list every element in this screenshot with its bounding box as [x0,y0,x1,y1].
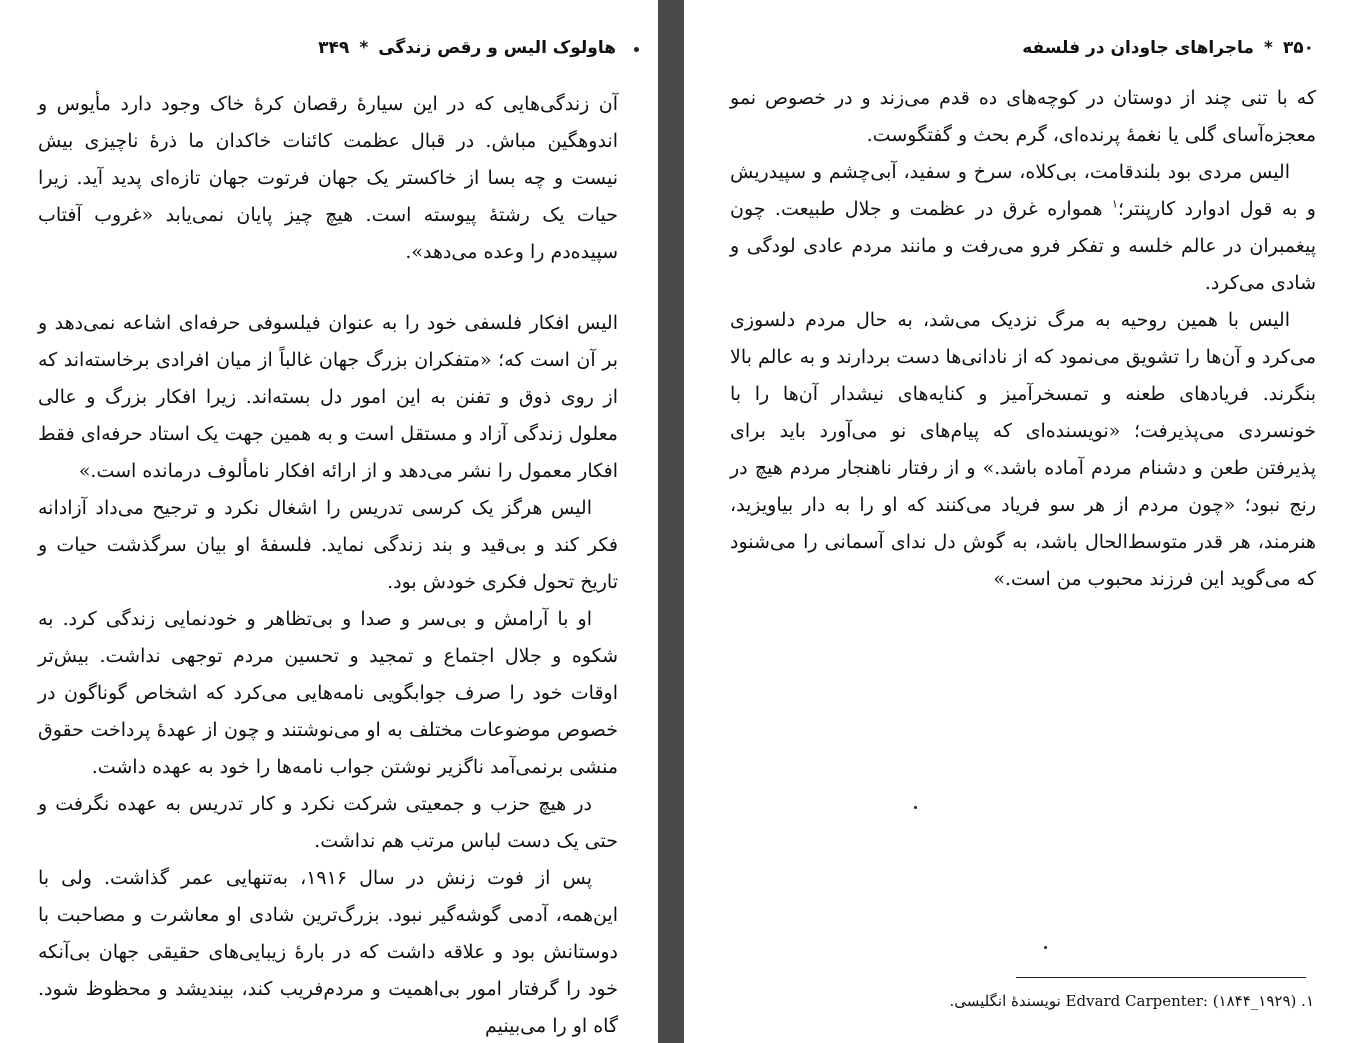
footnote-number: ۱. [1301,992,1314,1010]
right-page [684,0,1350,1043]
paragraph-text: الیس مردی بود بلندقامت، بی‌کلاه، سرخ و سفید، آبی‌چشم و سپیدریش و به قول ادوارد کارپنتر؛ [730,161,1316,220]
page-header [1022,34,1314,62]
paragraph: که با تنی چند از دوستان در کوچه‌های ده قدم می‌زند و در خصوص نمو معجزه‌آسای گلی یا نغمهٔ پرنده‌ای، گرم بحث و گفتگوست. [730,87,1316,146]
margin-dot [634,47,639,52]
running-title: ماجراهای جاودان در فلسفه [1022,38,1254,58]
paragraph-text: همواره غرق در عظمت و جلال طبیعت. چون پیغمبران در عالم خلسه و تفکر فرو می‌رفت و مانند مردم عادی لودگی و شادی می‌کرد. [730,198,1316,294]
paragraph [730,154,1316,302]
body-text [730,80,1316,598]
paragraph: او با آرامش و بی‌سر و صدا و بی‌تظاهر و خودنمایی زندگی کرد. به شکوه و جلال اجتماع و تمجید و تحسین مردم توجهی نداشت. بیش‌تر اوقات خود را صرف جوابگویی نامه‌هایی می‌کرد که اشخاص گوناگون در خصوص موضوعات مختلف به او می‌نوشتند و چون از عهدهٔ پرداخت حقوق منشی برنمی‌آمد ناگزیر نوشتن جواب نامه‌ها را خود به عهده داشت. [38,608,618,778]
paragraph: در هیچ حزب و جمعیتی شرکت نکرد و کار تدریس به عهده نگرفت و حتی یک دست لباس مرتب هم نداشت. [38,793,618,852]
footnote: ۱. Edvard Carpenter: (۱۸۴۴_۱۹۲۹) نویسندهٔ انگلیسی. [949,992,1314,1010]
book-gutter [658,0,684,1043]
page-header [318,34,616,62]
running-title: هاولوک الیس و رقص زندگی [378,38,616,58]
footnote-desc: نویسندهٔ انگلیسی. [949,992,1061,1010]
footnote-rule [1016,977,1306,978]
footnote-name: Edvard Carpenter [1065,992,1203,1010]
margin-dot [914,806,917,809]
margin-dot [1044,946,1047,949]
footnote-years: (۱۸۴۴_۱۹۲۹) [1212,992,1297,1010]
page-number: ۳۵۰ [1282,38,1314,58]
footnote-marker: ۱ [1111,197,1118,211]
page-number: ۳۴۹ [318,38,350,58]
paragraph: الیس افکار فلسفی خود را به عنوان فیلسوفی حرفه‌ای اشاعه نمی‌دهد و بر آن است که؛ «متفکران بزرگ جهان غالباً از میان افرادی برخاسته‌اند که از روی ذوق و تفنن به این امور دل بسته‌اند. زیرا افکار بزرگ و عالی معلول زندگی آزاد و مستقل است و به همین جهت یک استاد حرفه‌ای فقط افکار معمول را نشر می‌دهد و از ارائه افکار نامألوف درمانده است.» [38,312,618,482]
paragraph: پس از فوت زنش در سال ۱۹۱۶، به‌تنهایی عمر گذاشت. ولی با این‌همه، آدمی گوشه‌گیر نبود. بزرگ‌ترین شادی او معاشرت و مصاحبت با دوستانش بود و علاقه داشت که در بارهٔ زیبایی‌های حقیقی جهان بی‌آنکه خود را گرفتار امور بی‌اهمیت و مردم‌فریب کند، بیندیشد و محظوظ شود. گاه او را می‌بینیم [38,867,618,1037]
paragraph: الیس با همین روحیه به مرگ نزدیک می‌شد، به حال مردم دلسوزی می‌کرد و آن‌ها را تشویق می‌نمود که از نادانی‌ها دست بردارند و به عالم بالا بنگرند. فریادهای طعنه و تمسخرآمیز و کنایه‌های نیشدار آن‌ها را با خونسردی می‌پذیرفت؛ «نویسنده‌ای که پیام‌های نو می‌آورد باید برای پذیرفتن طعن و دشنام مردم آماده باشد.» و از رفتار ناهنجار مردم هیچ در رنج نبود؛ «چون مردم از هر سو فریاد می‌کنند که او را به دار بیاویزید، هنرمند، هر قدر متوسط‌الحال باشد، به گوش دل ندای آسمانی را می‌شنود که می‌گوید این فرزند محبوب من است.» [730,309,1316,590]
header-star: * [359,38,369,58]
left-page [0,0,658,1043]
header-star: * [1263,38,1273,58]
body-text [38,86,618,1043]
paragraph: الیس هرگز یک کرسی تدریس را اشغال نکرد و ترجیح می‌داد آزادانه فکر کند و بی‌قید و بند زندگی نماید. فلسفهٔ او بیان سرگذشت حیات و تاریخ تحول فکری خودش بود. [38,497,618,593]
paragraph: آن زندگی‌هایی که در این سیارهٔ رقصان کرهٔ خاک وجود دارد مأیوس و اندوهگین مباش. در قبال عظمت کائنات خاکدان ما ذرهٔ ناچیزی بیش نیست و چه بسا از خاکستر یک جهان فرتوت جهان تازه‌ای پدید آید. زیرا حیات یک رشتهٔ پیوسته است. هیچ چیز پایان نمی‌یابد «غروب آفتاب سپیده‌دم را وعده می‌دهد». [38,93,618,263]
